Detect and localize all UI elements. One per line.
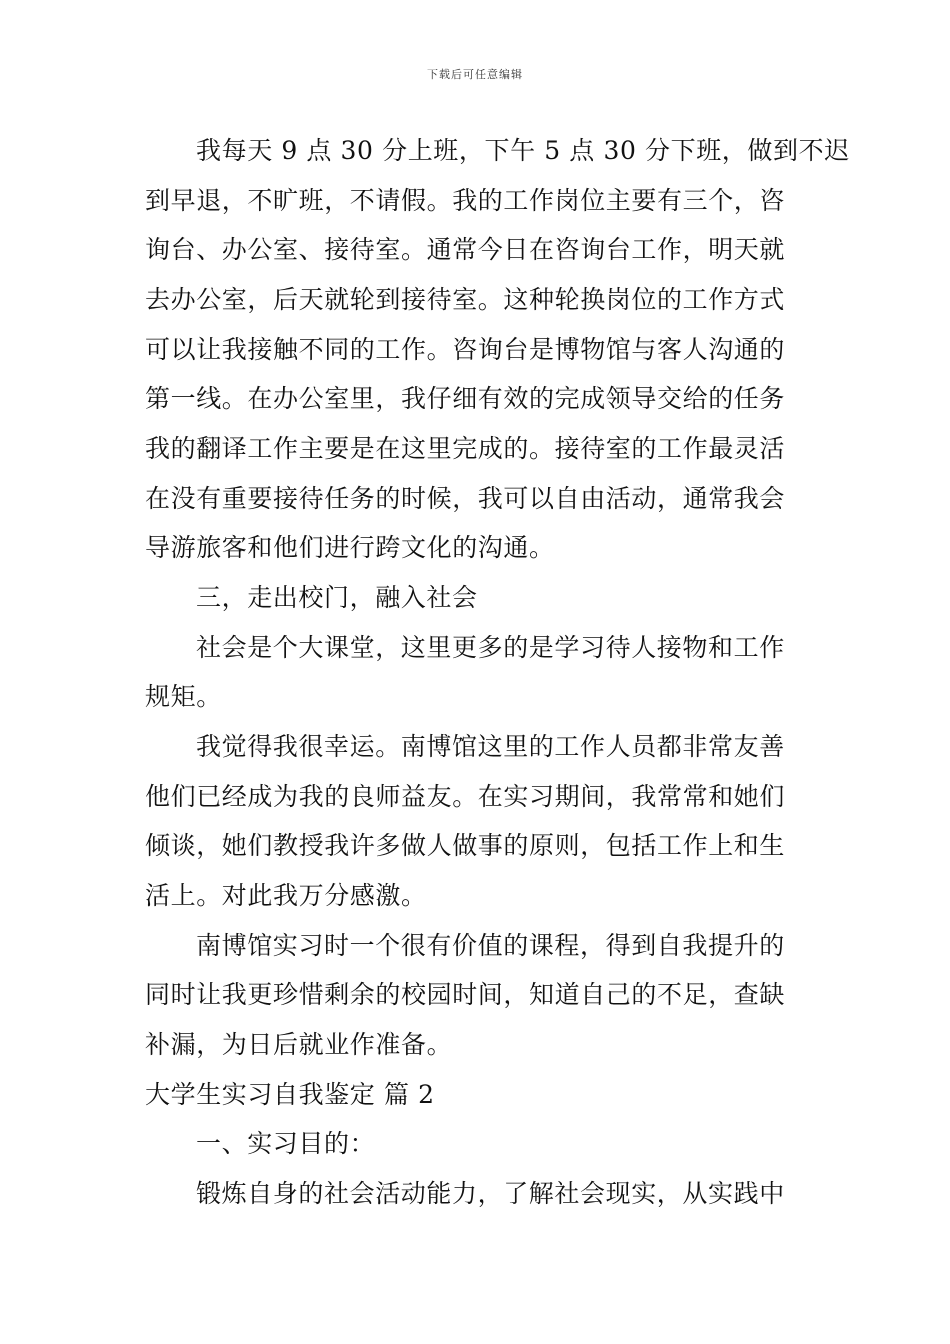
article-title: 大学生实习自我鉴定 篇 2: [145, 1080, 435, 1109]
text-line: 活上。对此我万分感激。: [145, 881, 427, 910]
text-line: 到早退，不旷班，不请假。我的工作岗位主要有三个，咨: [145, 186, 786, 215]
text-line: 第一线。在办公室里，我仔细有效的完成领导交给的任务: [145, 384, 786, 413]
text-line: 我觉得我很幸运。南博馆这里的工作人员都非常友善: [196, 732, 785, 761]
text-line: 导游旅客和他们进行跨文化的沟通。: [145, 533, 555, 562]
text-line: 可以让我接触不同的工作。咨询台是博物馆与客人沟通的: [145, 335, 786, 364]
page-header: 下载后可任意编辑: [427, 68, 523, 81]
text-line: 询台、办公室、接待室。通常今日在咨询台工作，明天就: [145, 235, 786, 264]
text-line: 同时让我更珍惜剩余的校园时间，知道自己的不足，查缺: [145, 980, 786, 1009]
text-line: 去办公室，后天就轮到接待室。这种轮换岗位的工作方式: [145, 285, 786, 314]
text-line: 规矩。: [145, 682, 222, 711]
section-heading: 三，走出校门，融入社会: [196, 583, 478, 612]
text-line: 社会是个大课堂，这里更多的是学习待人接物和工作: [196, 633, 785, 662]
text-line: 在没有重要接待任务的时候，我可以自由活动，通常我会: [145, 484, 786, 513]
text-line: 我每天 9 点 30 分上班，下午 5 点 30 分下班，做到不迟: [196, 136, 850, 165]
text-line: 补漏，为日后就业作准备。: [145, 1030, 453, 1059]
text-line: 他们已经成为我的良师益友。在实习期间，我常常和她们: [145, 782, 786, 811]
text-line: 倾谈，她们教授我许多做人做事的原则，包括工作上和生: [145, 831, 786, 860]
text-line: 锻炼自身的社会活动能力，了解社会现实，从实践中: [196, 1179, 785, 1208]
text-line: 南博馆实习时一个很有价值的课程，得到自我提升的: [196, 931, 785, 960]
section-heading: 一、实习目的：: [196, 1129, 376, 1158]
text-line: 我的翻译工作主要是在这里完成的。接待室的工作最灵活: [145, 434, 786, 463]
